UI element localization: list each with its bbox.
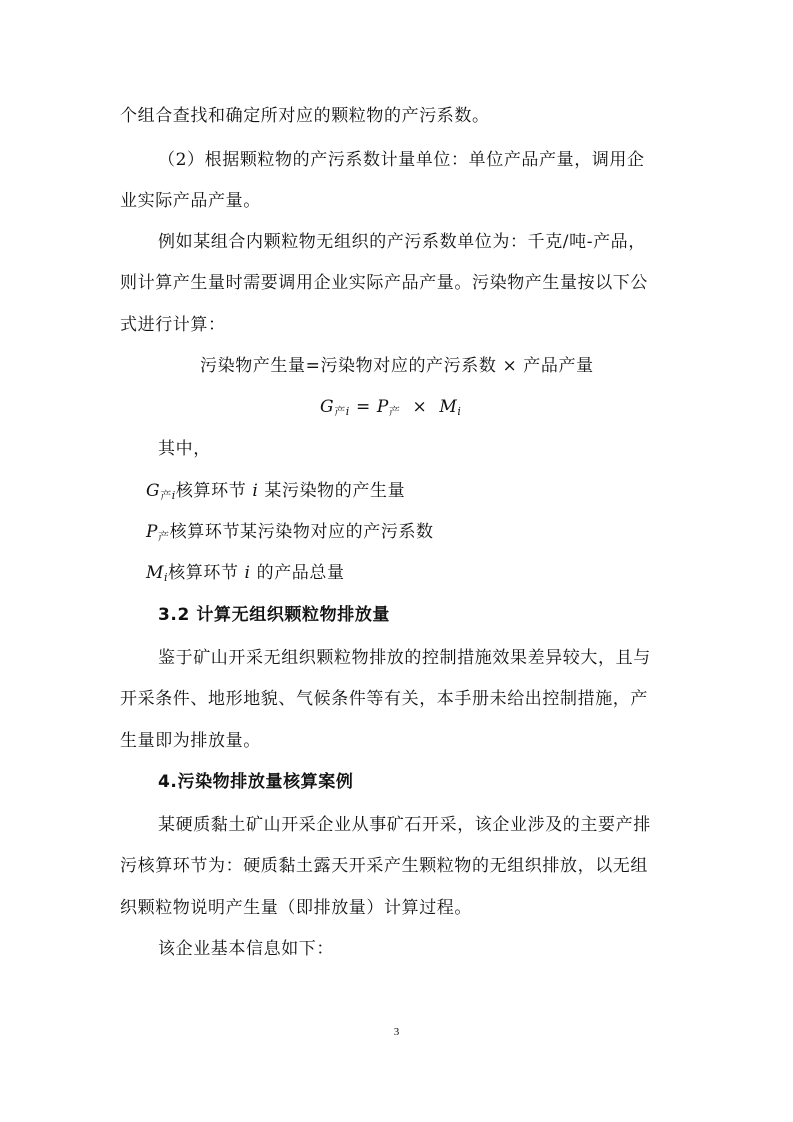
- definitions-intro: 其中，: [158, 439, 211, 459]
- def-p-text: 核算环节某污染物对应的产污系数: [169, 522, 434, 542]
- paragraph-line: （2）根据颗粒物的产污系数计量单位：单位产品产量，调用企: [158, 150, 645, 170]
- section-heading: 3.2 计算无组织颗粒物排放量: [158, 605, 391, 625]
- def-g-symbol: G: [146, 481, 161, 501]
- paragraph-line: 个组合查找和确定所对应的颗粒物的产污系数。: [120, 106, 490, 126]
- formula-equation: [320, 395, 520, 424]
- paragraph-line: 织颗粒物说明产生量（即排放量）计算过程。: [120, 898, 472, 918]
- formula-g-sub: 产: [334, 405, 346, 418]
- paragraph-line: 该企业基本信息如下：: [158, 939, 334, 959]
- formula-g-sub-i: i: [345, 405, 350, 418]
- formula-text: 污染物产生量=污染物对应的产污系数 × 产品产量: [200, 356, 594, 376]
- formula-equals: =: [355, 397, 371, 417]
- def-m-sub: i: [164, 571, 169, 584]
- def-p-sub: 产: [158, 530, 170, 543]
- def-m-text-a: 核算环节: [168, 563, 245, 583]
- formula-m: M: [439, 397, 458, 417]
- def-m-symbol: M: [146, 563, 165, 583]
- definition-m: [146, 561, 706, 590]
- def-g-sub: 产: [160, 489, 172, 502]
- paragraph-line: 污核算环节为：硬质黏土露天开采产生颗粒物的无组织排放，以无组: [120, 856, 648, 876]
- def-g-text-a: 核算环节: [175, 481, 253, 501]
- def-p-symbol: P: [146, 522, 159, 542]
- paragraph-line: 开采条件、地形地貌、气候条件等有关，本手册未给出控制措施，产: [120, 689, 648, 709]
- def-g-sub-i: i: [171, 489, 176, 502]
- formula-g: G: [320, 397, 335, 417]
- paragraph-line: 鉴于矿山开采无组织颗粒物排放的控制措施效果差异较大，且与: [158, 648, 651, 668]
- formula-times: ×: [412, 397, 428, 417]
- def-m-text-i: i: [244, 563, 251, 583]
- formula-p-sub: 产: [388, 405, 401, 418]
- formula-m-sub: i: [457, 405, 462, 418]
- paragraph-line: 式进行计算：: [120, 315, 226, 335]
- page-number: 3: [393, 1026, 400, 1038]
- def-g-text-b: 某污染物的产生量: [258, 481, 406, 501]
- section-heading: 4.污染物排放量核算案例: [158, 772, 354, 792]
- paragraph-line: 则计算产生量时需要调用企业实际产品产量。污染物产生量按以下公: [120, 273, 648, 293]
- formula-p: P: [376, 397, 389, 417]
- paragraph-line: 例如某组合内颗粒物无组织的产污系数单位为：千克/吨-产品，: [158, 232, 646, 252]
- paragraph-line: 业实际产品产量。: [120, 191, 261, 211]
- paragraph-line: 生量即为排放量。: [120, 731, 261, 751]
- def-g-text-i: i: [252, 481, 259, 501]
- definition-g: [146, 479, 706, 508]
- paragraph-line: 某硬质黏土矿山开采企业从事矿石开采，该企业涉及的主要产排: [158, 815, 651, 835]
- def-m-text-b: 的产品总量: [250, 563, 345, 583]
- definition-p: [146, 520, 706, 549]
